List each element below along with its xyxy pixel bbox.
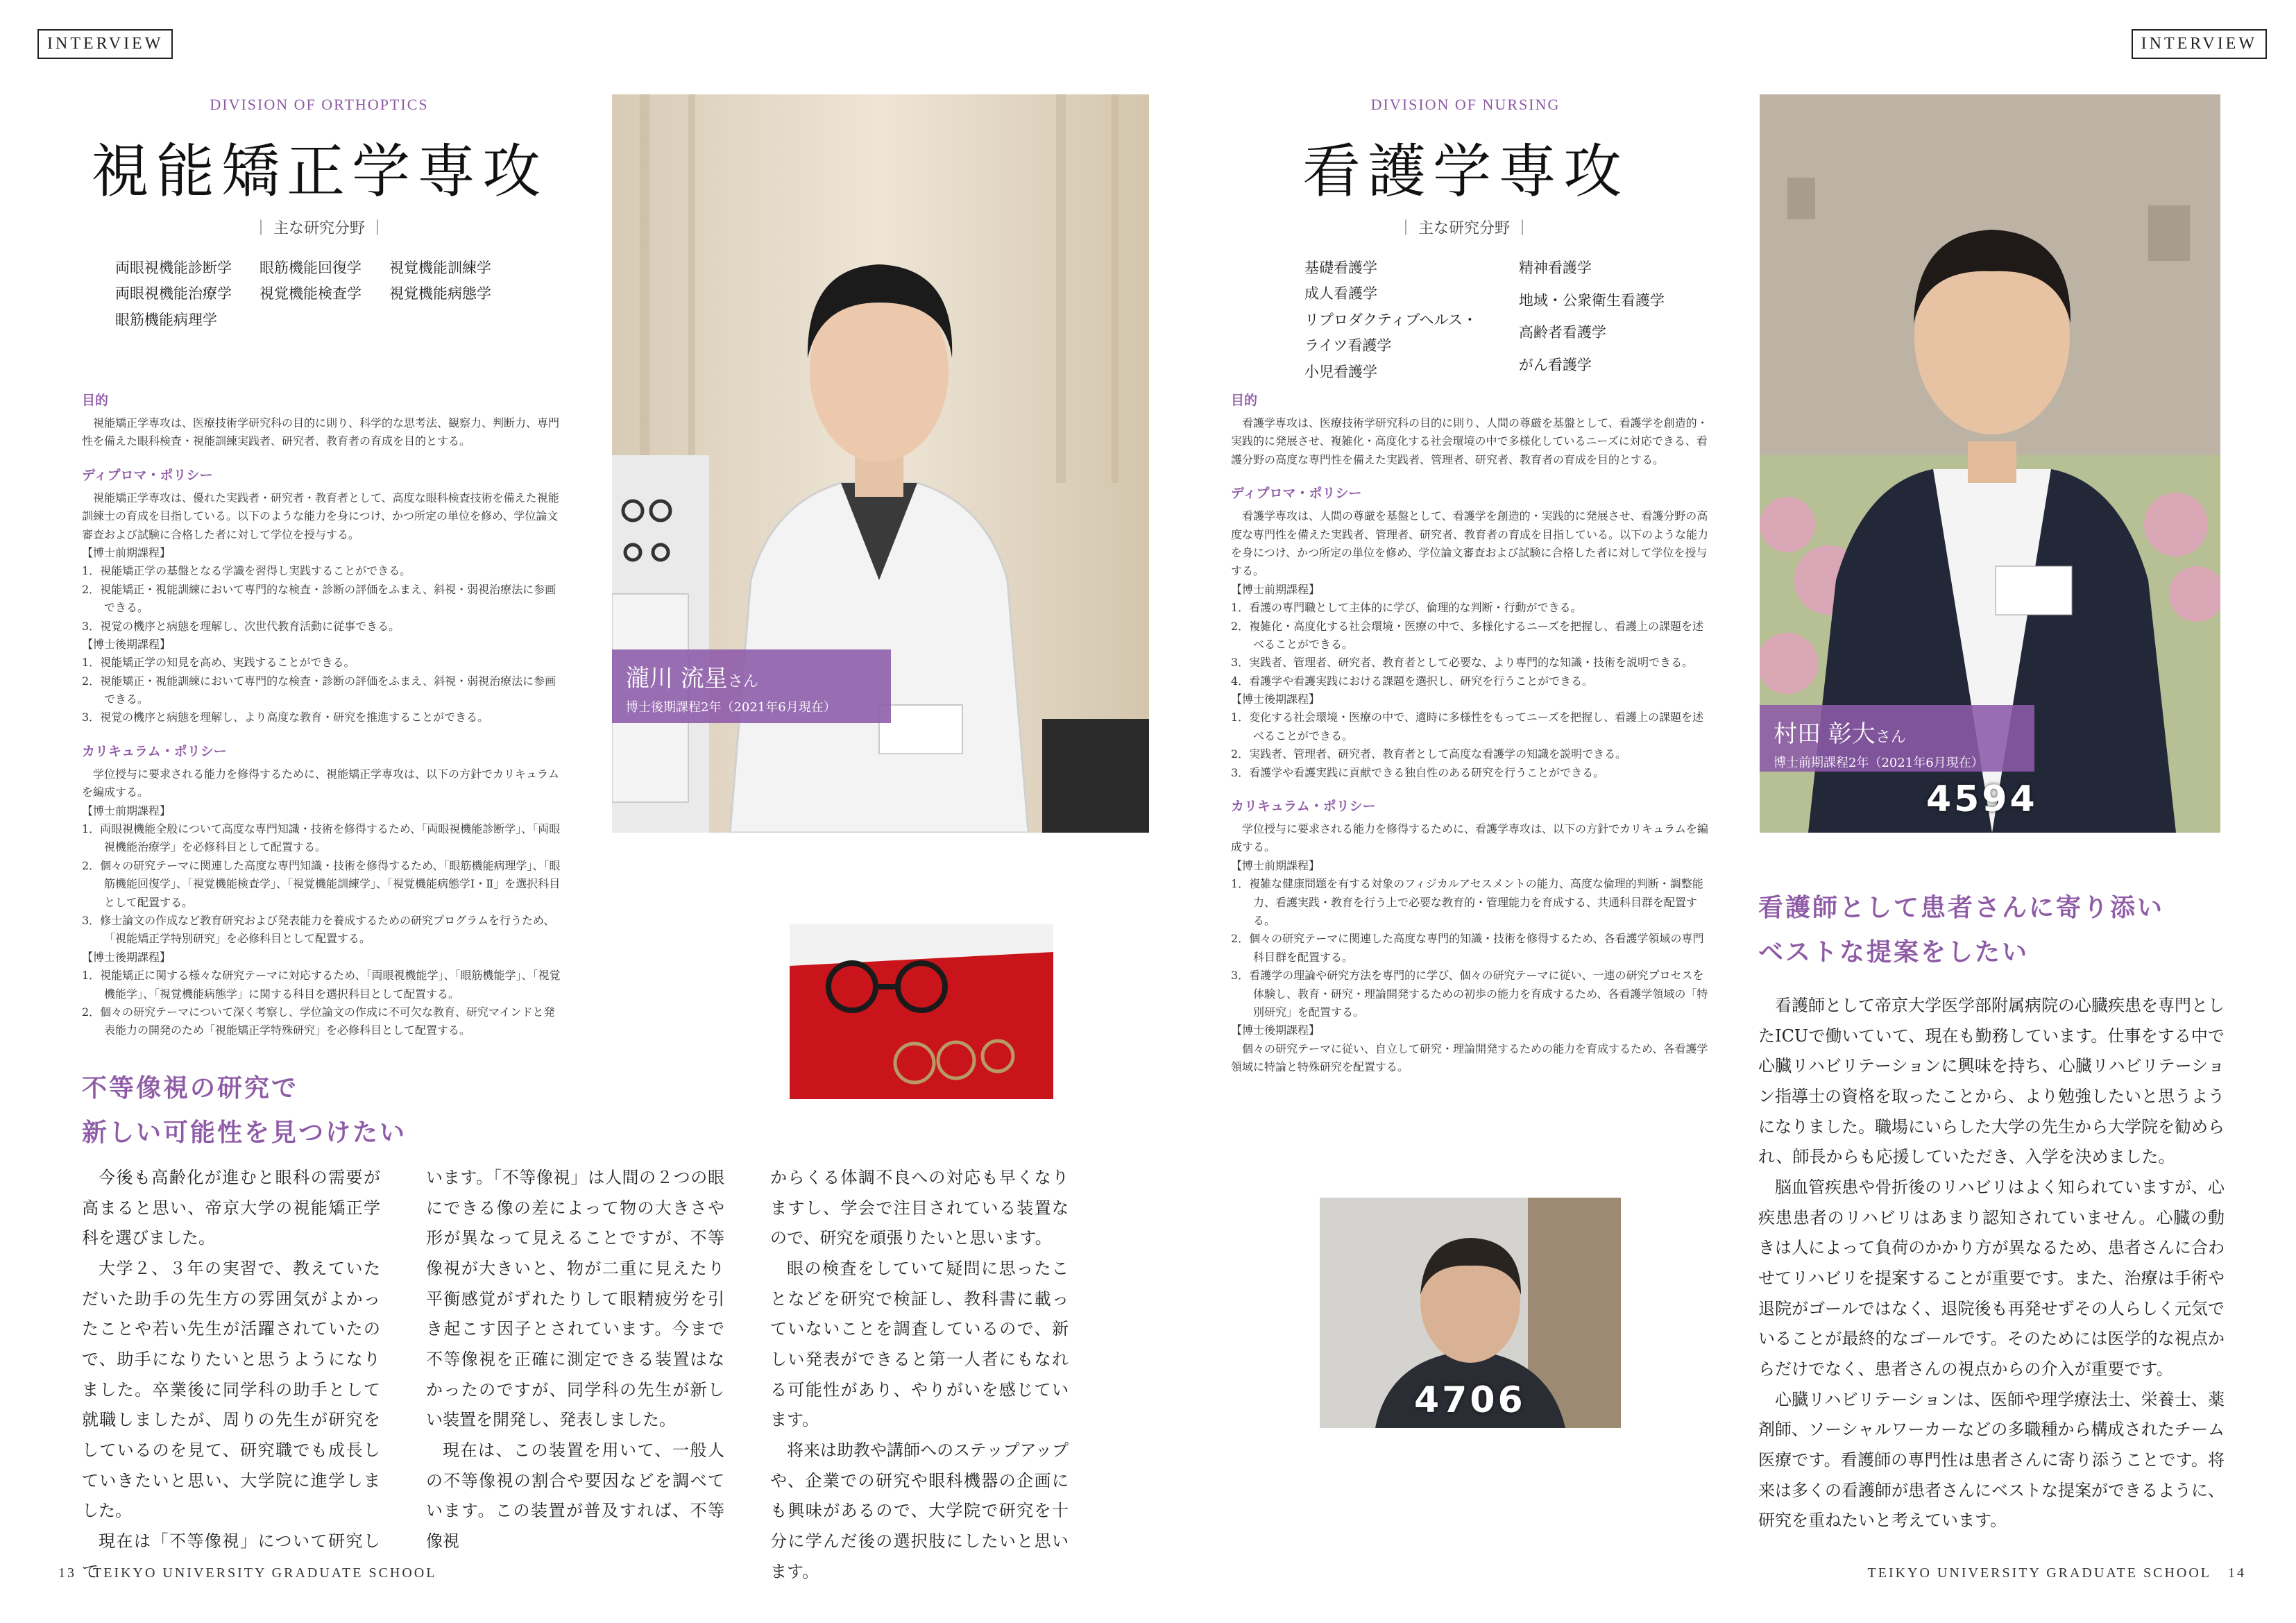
interview-column-3 — [770, 1163, 1069, 1587]
policy-section-right — [1231, 390, 1710, 1077]
trial-frame-image — [790, 924, 1053, 1099]
policy-item: 1．両眼視機能全般について高度な専門知識・技術を修得するため、「両眼視機能診断学」、「両眼視機能治療学」を必修科目として配置する。 — [82, 822, 561, 854]
policy-item: 3．看護学の理論や研究方法を専門的に学び、個々の研究テーマに従い、一連の研究プロセスを体験し、教育・研究・理論開発するための初歩の能力を育成するため、各看護学領域の「特別研究」を配置する。 — [1231, 969, 1708, 1019]
interview-heading-left — [82, 1066, 407, 1155]
policy-item: 個々の研究テーマに従い、自立して研究・理論開発するための能力を育成するため、各看護学領域に特論と特殊研究を配置する。 — [1231, 1042, 1708, 1074]
name-suffix: さん — [727, 673, 758, 690]
doctor-course-label: 【博士後期課程】 — [1231, 692, 1320, 706]
interview-column-2 — [426, 1163, 724, 1557]
interviewee-name: 村田 彰大 — [1774, 720, 1876, 748]
field-item: リプロダクティブヘルス・ — [1304, 311, 1477, 328]
policy-item: 1．複雑な健康問題を有する対象のフィジカルアセスメントの能力、高度な倫理的判断・調整能力、看護実践・教育を行う上で必要な教育的・管理能力を育成する、共通科目群を配置する。 — [1231, 877, 1703, 927]
interview-paragraph: 眼の検査をしていて疑問に思ったことなどを研究で検証し、教科書に載っていないことを調査しているので、新しい発表ができると第一人者にもなれる可能性があり、やりがいを感じています。 — [770, 1259, 1069, 1430]
field-item: 精神看護学 — [1518, 260, 1592, 276]
page-number-left: 13 — [58, 1565, 76, 1581]
policy-item: 1．視能矯正学の知見を高め、実践することができる。 — [82, 656, 355, 670]
interview-paragraph: からくる体調不良への対応も早くなりますし、学会で注目されている装置なので、研究を頑張りたいと思います。 — [770, 1168, 1069, 1248]
field-heading-left: ｜ 主な研究分野 ｜ — [253, 220, 385, 237]
interview-paragraph: 今後も高齢化が進むと眼科の需要が高まると思い、帝京大学の視能矯正学科を選びました。 — [82, 1168, 380, 1248]
photo-overlay-number: 4594 — [1926, 779, 2038, 820]
doctor-course-label: 【博士後期課程】 — [82, 950, 171, 964]
diploma-policy-heading: ディプロマ・ポリシー — [1231, 486, 1362, 502]
policy-item: 2．個々の研究テーマに関連した高度な専門知識・技術を修得するため、「眼筋機能病理学」、「眼筋機能回復学」、「視覚機能検査学」、「視覚機能訓練学」、「視覚機能病態学Ⅰ・Ⅱ」を選択科目として配置する。 — [82, 858, 561, 909]
page-number-right: 14 — [2228, 1565, 2246, 1581]
interview-paragraph: 心臓リハビリテーションは、医師や理学療法士、栄養士、薬剤師、ソーシャルワーカーなどの多職種から構成されたチーム医療です。看護師の専門性は患者さんに寄り添うことです。将来は多くの看護師が患者さんにベストな提案ができるように、研究を重ねたいと考えています。 — [1758, 1389, 2225, 1531]
interview-paragraph: 大学２、３年の実習で、教えていただいた助手の先生方の雰囲気がよかったことや若い先生が活躍されていたので、助手になりたいと思うようになりました。卒業後に同学科の助手として就職しましたが、周りの先生が研究をしているのを見て、研究職でも成長していきたいと思い、大学院に進学しました。 — [82, 1259, 380, 1521]
policy-item: 2．個々の研究テーマに関連した高度な専門的知識・技術を修得するため、各看護学領域の専門科目群を配置する。 — [1231, 932, 1704, 964]
field-item: 両眼視機能診断学 — [115, 260, 232, 276]
field-item: がん看護学 — [1518, 357, 1592, 374]
curriculum-policy-intro: 学位授与に要求される能力を修得するために、看護学専攻は、以下の方針でカリキュラムを編成する。 — [1231, 822, 1708, 854]
master-course-label: 【博士前期課程】 — [1231, 582, 1320, 596]
interview-paragraph: 脳血管疾患や骨折後のリハビリはよく知られていますが、心疾患患者のリハビリはあまり認知されていません。心臓の動きは人によって負荷のかかり方が異なるため、患者さんに合わせてリハビリを提案することが重要です。また、治療は手術や退院がゴールではなく、退院後も再発せずその人らしく元気でいることが最終的なゴールです。そのためには医学的な視点からだけでなく、患者さんの視点からの介入が重要です。 — [1758, 1178, 2225, 1379]
curriculum-policy-heading: カリキュラム・ポリシー — [82, 743, 227, 759]
interview-small-photo — [1320, 1198, 1621, 1428]
heading-line: 看護師として患者さんに寄り添い — [1758, 893, 2165, 922]
policy-item: 1．視能矯正学の基盤となる学識を習得し実践することができる。 — [82, 564, 411, 578]
policy-item: 1．変化する社会環境・医療の中で、適時に多様性をもってニーズを把握し、看護上の課題を述べることができる。 — [1231, 711, 1704, 742]
diploma-policy-intro: 看護学専攻は、人間の尊厳を基盤として、看護学を創造的・実践的に発展させ、看護分野の高度な専門性を備えた実践者、管理者、研究者、教育者の育成を目指している。以下のような能力を身につけ、かつ所定の単位を修め、学位論文審査および試験に合格した者に対して学位を授与する。 — [1231, 509, 1709, 578]
policy-item: 2．視能矯正・視能訓練において専門的な検査・診断の評価をふまえ、斜視・弱視治療法に参画できる。 — [82, 582, 556, 615]
field-list-right — [1304, 258, 1665, 382]
curriculum-policy-heading: カリキュラム・ポリシー — [1231, 799, 1376, 815]
interview-paragraph: 現在は、この装置を用いて、一般人の不等像視の割合や要因などを調べています。この装置が普及すれば、不等像視 — [426, 1441, 724, 1552]
interview-paragraph: います。「不等像視」は人間の２つの眼にできる像の差によって物の大きさや形が異なって見えることですが、不等像視が大きいと、物が二重に見えたり平衡感覚がずれたりして眼精疲労を引き起こす因子とされています。今まで不等像視を正確に測定できる装置はなかったのですが、同学科の先生が新しい装置を開発し、発表しました。 — [426, 1168, 724, 1430]
policy-item: 3．視覚の機序と病態を理解し、次世代教育活動に従事できる。 — [82, 619, 400, 633]
policy-item: 4．看護学や看護実践における課題を選択し、研究を行うことができる。 — [1231, 674, 1594, 688]
field-item: 眼筋機能病理学 — [115, 311, 217, 328]
interviewee-photo-right — [1760, 94, 2220, 833]
field-item: 視覚機能訓練学 — [389, 260, 491, 276]
policy-item: 1．視能矯正に関する様々な研究テーマに対応するため、「両眼視機能学」、「眼筋機能学」、「視覚機能学」、「視覚機能病態学」に関する科目を選択科目として配置する。 — [82, 969, 561, 1001]
curriculum-policy-intro: 学位授与に要求される能力を修得するために、視能矯正学専攻は、以下の方針でカリキュラムを編成する。 — [82, 767, 559, 799]
field-item: 視覚機能病態学 — [389, 285, 491, 303]
policy-section-left — [82, 390, 561, 1040]
field-item: 両眼視機能治療学 — [115, 285, 232, 303]
nameplate-right — [1760, 705, 2034, 772]
footer-left — [58, 1565, 436, 1581]
nameplate-left — [612, 649, 891, 723]
field-item: 地域・公衆衛生看護学 — [1518, 291, 1665, 309]
heading-line: 新しい可能性を見つけたい — [82, 1118, 407, 1148]
interview-body-right — [1758, 991, 2225, 1536]
heading-line: ベストな提案をしたい — [1758, 937, 2030, 967]
name-suffix: さん — [1875, 729, 1906, 746]
policy-item: 3．実践者、管理者、研究者、教育者として必要な、より専門的な知識・技術を説明できる。 — [1231, 656, 1694, 670]
division-label-left: DIVISION OF ORTHOPTICS — [210, 96, 429, 113]
policy-item: 3．看護学や看護実践に貢献できる独自性のある研究を行うことができる。 — [1231, 765, 1605, 779]
field-item: ライツ看護学 — [1304, 337, 1392, 355]
field-item: 高齢者看護学 — [1518, 324, 1606, 341]
field-list-left — [115, 258, 491, 330]
interviewee-year: 博士後期課程2年（2021年6月現在） — [626, 700, 836, 715]
interview-badge-left: INTERVIEW — [37, 29, 173, 59]
division-label-right: DIVISION OF NURSING — [1370, 96, 1561, 113]
doctor-course-label: 【博士後期課程】 — [82, 637, 171, 651]
policy-item: 3．修士論文の作成など教育研究および発表能力を養成するための研究プログラムを行うため、「視能矯正学特別研究」を必修科目として配置する。 — [82, 913, 555, 946]
diploma-policy-intro: 視能矯正学専攻は、優れた実践者・研究者・教育者として、高度な眼科検査技術を備えた視能訓練士の育成を目指している。以下のような能力を身につけ、かつ所定の単位を修め、学位論文審査および試験に合格した者に対して学位を授与する。 — [82, 491, 559, 541]
school-name-right: TEIKYO UNIVERSITY GRADUATE SCHOOL — [1867, 1565, 2211, 1581]
master-course-label: 【博士前期課程】 — [82, 804, 171, 817]
interviewee-photo-left — [612, 94, 1149, 833]
policy-item: 2．複雑化・高度化する社会環境・医療の中で、多様化するニーズを把握し、看護上の課題を述べることができる。 — [1231, 619, 1704, 651]
purpose-text: 視能矯正学専攻は、医療技術学研究科の目的に則り、科学的な思考法、観察力、判断力、専門性を備えた眼科検査・視能訓練実践者、研究者、教育者の育成を目的とする。 — [82, 416, 560, 448]
interviewee-year: 博士前期課程2年（2021年6月現在） — [1774, 756, 1984, 770]
policy-item: 2．視能矯正・視能訓練において専門的な検査・診断の評価をふまえ、斜視・弱視治療法に参画できる。 — [82, 674, 556, 706]
policy-item: 2．個々の研究テーマについて深く考察し、学位論文の作成に不可欠な教育、研究マインドと発表能力の開発のため「視能矯正学特殊研究」を必修科目として配置する。 — [82, 1005, 555, 1037]
interviewee-name: 瀧川 流星 — [626, 665, 728, 692]
interview-heading-right — [1758, 885, 2164, 974]
field-item: 成人看護学 — [1304, 285, 1377, 303]
page-title-left: 視能矯正学専攻 — [90, 137, 547, 205]
interview-badge-right: INTERVIEW — [2132, 29, 2267, 59]
interview-paragraph: 看護師として帝京大学医学部附属病院の心臓疾患を専門としたICUで働いていて、現在も勤務しています。仕事をする中で心臓リハビリテーションに興味を持ち、心臓リハビリテーション指導士の資格を取ったことから、より勉強したいと思うようになりました。職場にいらした大学の先生から大学院を勧められ、師長からも応援していただき、入学を決めました。 — [1758, 996, 2225, 1167]
master-course-label: 【博士前期課程】 — [1231, 858, 1320, 872]
trial-lens-photo — [790, 924, 1053, 1099]
footer-right — [1868, 1565, 2246, 1581]
diploma-policy-heading: ディプロマ・ポリシー — [82, 467, 213, 483]
purpose-text: 看護学専攻は、医療技術学研究科の目的に則り、人間の尊厳を基盤として、看護学を創造的・実践的に発展させ、複雑化・高度化する社会環境の中で多様化しているニーズに対応できる、看護分野の高度な専門性を備えた実践者、管理者、研究者、教育者の育成を目的とする。 — [1231, 416, 1708, 466]
page-title-right: 看護学専攻 — [1302, 137, 1629, 205]
policy-item: 2．実践者、管理者、研究者、教育者として高度な看護学の知識を説明できる。 — [1231, 747, 1627, 761]
photo-overlay-number: 4706 — [1414, 1379, 1526, 1421]
field-item: 小児看護学 — [1304, 363, 1377, 380]
heading-line: 不等像視の研究で — [82, 1073, 299, 1103]
doctor-course-label: 【博士後期課程】 — [1231, 1023, 1320, 1037]
interview-paragraph: 将来は助教や講師へのステップアップや、企業での研究や眼科機器の企画にも興味があるので、大学院で研究を十分に学んだ後の選択肢にしたいと思います。 — [770, 1441, 1069, 1581]
interview-paragraph: 現在は「不等像視」について研究して — [82, 1531, 380, 1581]
field-heading-right: ｜ 主な研究分野 ｜ — [1398, 220, 1530, 237]
purpose-heading: 目的 — [1231, 393, 1258, 408]
school-name-left: TEIKYO UNIVERSITY GRADUATE SCHOOL — [93, 1565, 437, 1581]
field-item: 眼筋機能回復学 — [260, 260, 362, 276]
field-item: 基礎看護学 — [1304, 260, 1377, 276]
purpose-heading: 目的 — [82, 393, 109, 408]
policy-item: 3．視覚の機序と病態を理解し、より高度な教育・研究を推進することができる。 — [82, 711, 489, 724]
policy-item: 1．看護の専門職として主体的に学び、倫理的な判断・行動ができる。 — [1231, 601, 1582, 615]
field-item: 視覚機能検査学 — [260, 285, 362, 303]
master-course-label: 【博士前期課程】 — [82, 545, 171, 559]
interview-column-1 — [82, 1163, 380, 1587]
